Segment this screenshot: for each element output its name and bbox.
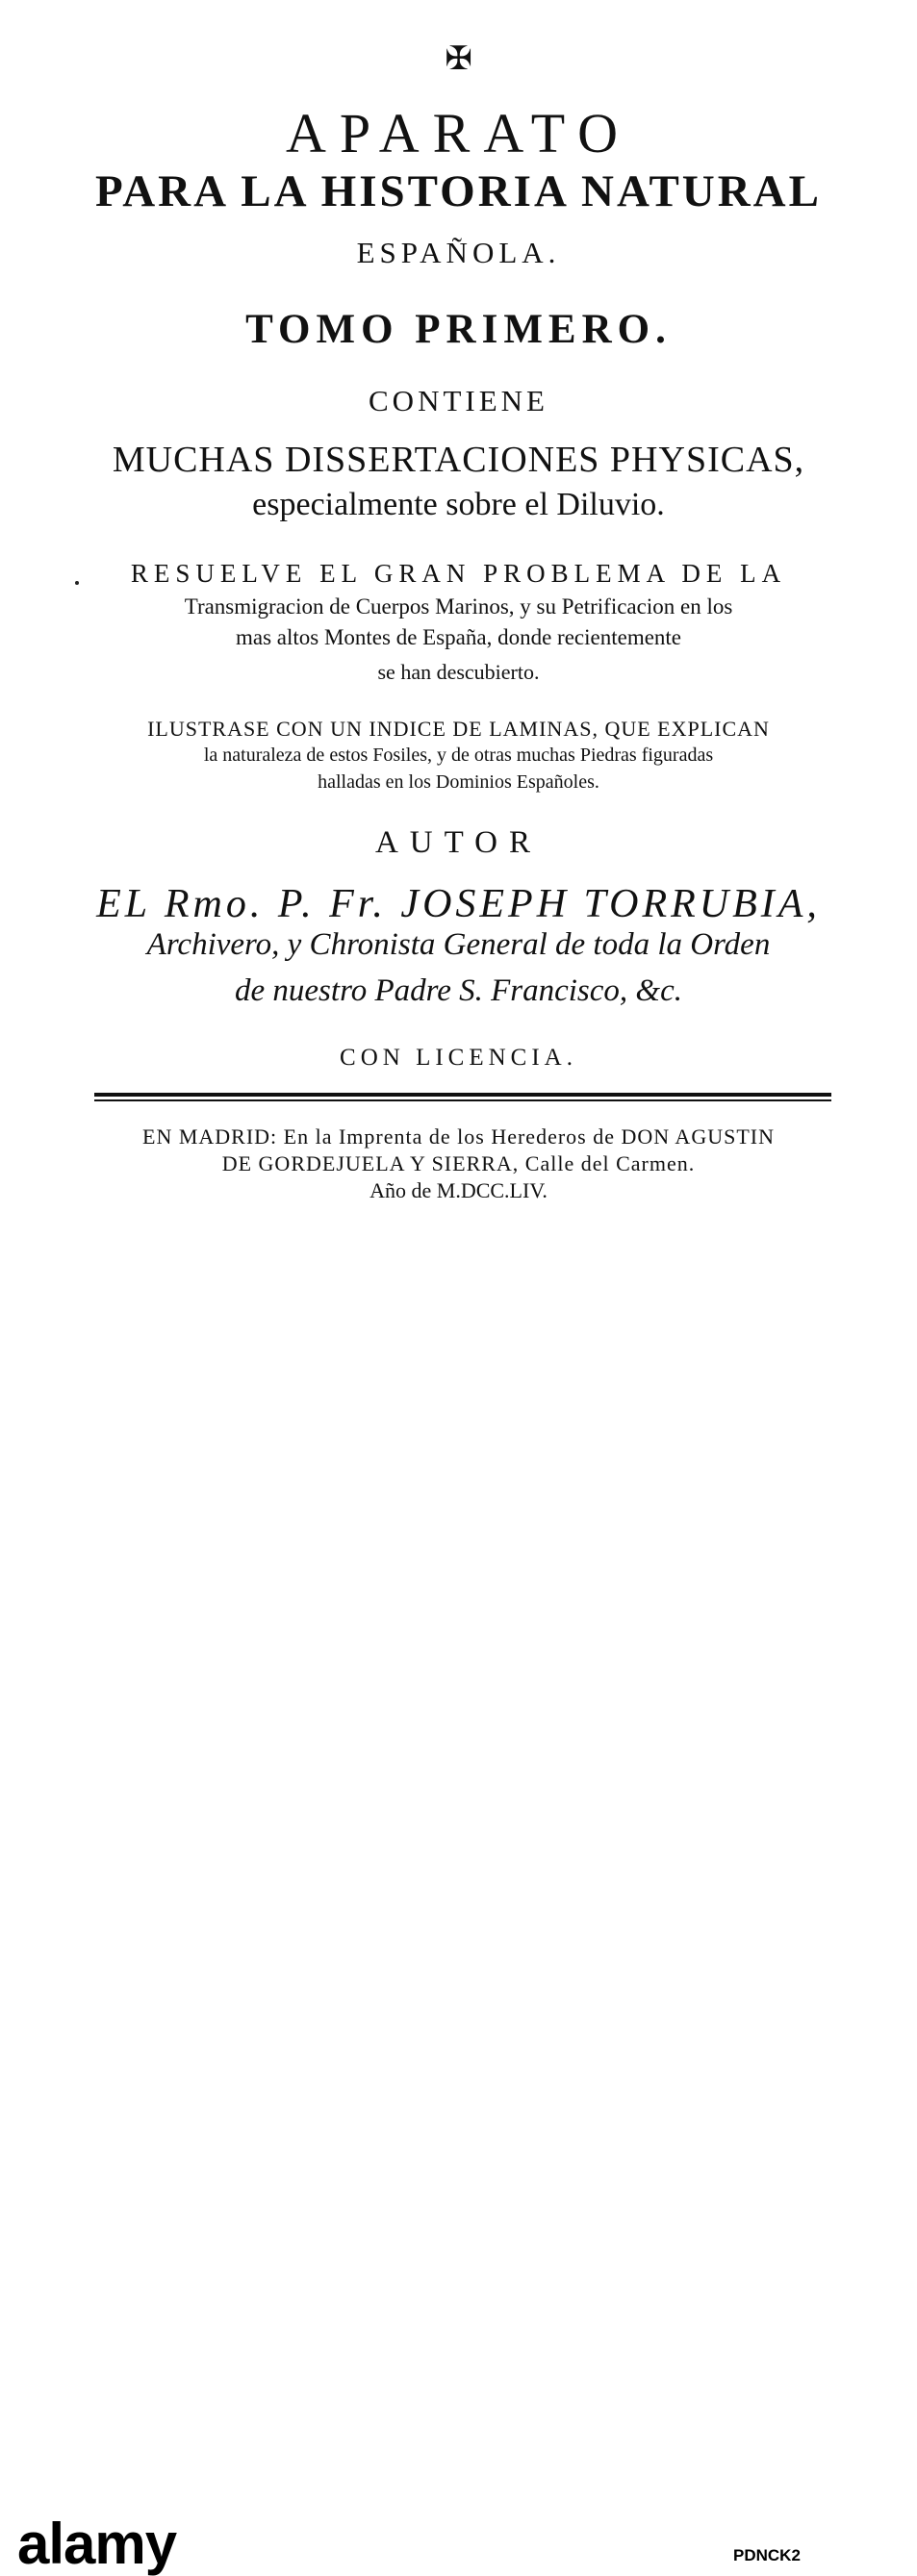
contents-line-1: MUCHAS DISSERTACIONES PHYSICAS, xyxy=(112,440,805,480)
illustrated-heading: ILUSTRASE CON UN INDICE DE LAMINAS, QUE EXPLICAN xyxy=(147,717,770,741)
imprint-line-1: EN MADRID: En la Imprenta de los Herederos de DON AGUSTIN xyxy=(142,1124,775,1149)
author-heading: AUTOR xyxy=(374,825,543,860)
resolves-line-1: Transmigracion de Cuerpos Marinos, y su Petrificacion en los xyxy=(184,594,733,619)
cross-ornament-icon: ✠ xyxy=(445,39,472,78)
book-title: APARATO xyxy=(285,102,632,164)
book-title-line-3: ESPAÑOLA. xyxy=(356,236,561,269)
resolves-line-2: mas altos Montes de España, donde recientemente xyxy=(235,625,682,649)
author-name: EL Rmo. P. Fr. JOSEPH TORRUBIA, xyxy=(96,882,821,926)
resolves-line-3: se han descubierto. xyxy=(377,660,540,684)
image-code: PDNCK2 xyxy=(733,2546,801,2564)
illustrated-line-2: halladas en los Dominios Españoles. xyxy=(318,771,599,793)
book-title-line-2: PARA LA HISTORIA NATURAL xyxy=(95,166,822,216)
imprint-date: Año de M.DCC.LIV. xyxy=(369,1178,548,1202)
title-page xyxy=(0,0,917,1250)
contents-line-2: especialmente sobre el Diluvio. xyxy=(252,487,665,522)
volume-label: TOMO PRIMERO. xyxy=(245,307,672,352)
watermark-footer xyxy=(0,1250,917,2576)
license-note: CON LICENCIA. xyxy=(340,1045,577,1071)
author-role-1: Archivero, y Chronista General de toda la Orden xyxy=(146,927,771,962)
divider-rule-thin xyxy=(94,1099,831,1101)
ink-speck xyxy=(75,581,79,585)
author-role-2: de nuestro Padre S. Francisco, &c. xyxy=(235,973,682,1008)
contents-heading: CONTIENE xyxy=(369,384,548,417)
resolves-heading: RESUELVE EL GRAN PROBLEMA DE LA xyxy=(130,559,787,588)
imprint-line-2: DE GORDEJUELA Y SIERRA, Calle del Carmen. xyxy=(221,1151,696,1175)
divider-rule-thick xyxy=(94,1093,831,1097)
alamy-logo: alamy xyxy=(17,2512,177,2576)
illustrated-line-1: la naturaleza de estos Fosiles, y de otras muchas Piedras figuradas xyxy=(203,745,714,766)
